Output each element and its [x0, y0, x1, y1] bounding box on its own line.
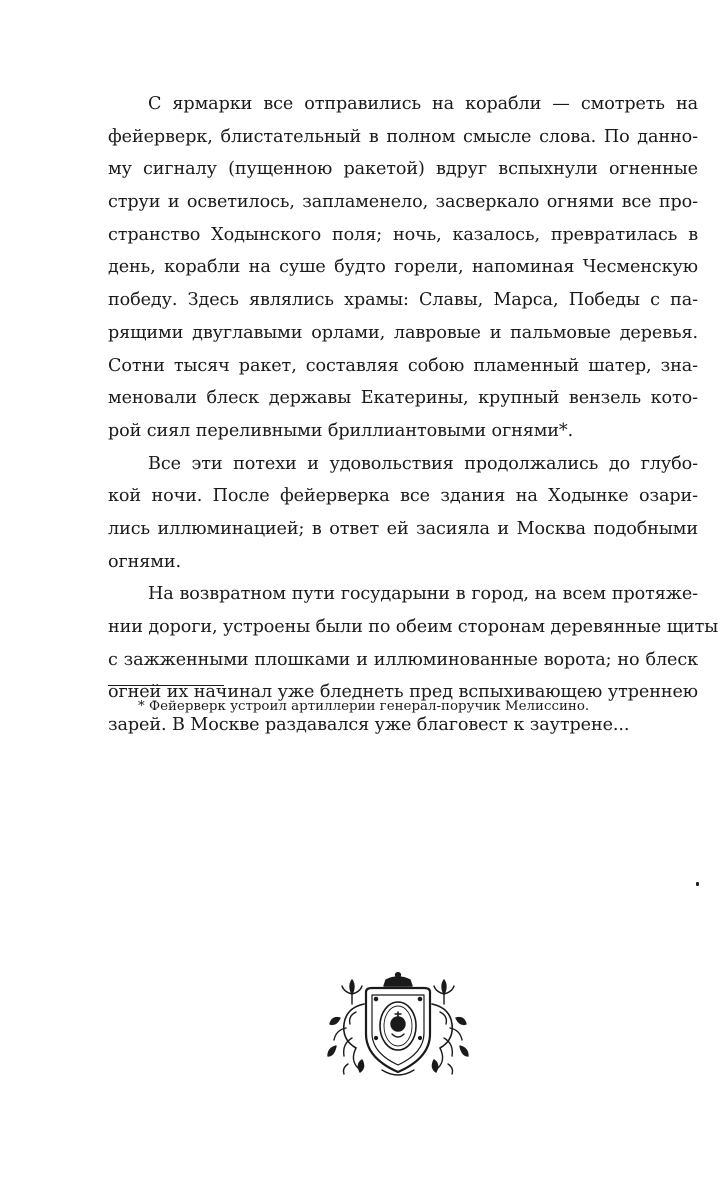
paragraph-return-journey: [108, 578, 719, 741]
text-line: рой сиял переливными бриллиантовыми огнями*.: [108, 420, 574, 441]
paragraph-fireworks: [108, 88, 698, 448]
text-line: зарей. В Москве раздавался уже благовест к заутрене...: [108, 715, 630, 736]
coat-of-arms-ornament-icon: [322, 968, 474, 1080]
text-line: струи и осветилось, запламенело, засверкало огнями все про-: [108, 192, 698, 213]
print-speck: [696, 882, 699, 886]
text-line: На возвратном пути государыни в город, на всем протяже-: [148, 584, 698, 605]
text-line: огнями.: [108, 551, 181, 572]
text-line: му сигналу (пущенною ракетой) вдруг вспыхнули огненные: [108, 159, 698, 180]
text-line: нии дороги, устроены были по обеим сторонам деревянные щиты: [108, 617, 719, 637]
footnote: * Фейерверк устроил артиллерии генерал-поручик Мелиссино.: [138, 699, 590, 714]
text-line: рящими двуглавыми орлами, лавровые и пальмовые деревья.: [108, 322, 698, 343]
text-line: Сотни тысяч ракет, составляя собою пламенный шатер, зна-: [108, 355, 698, 376]
text-line: с зажженными плошками и иллюминованные ворота; но блеск: [108, 649, 698, 670]
body-text: [108, 88, 719, 742]
text-line: странство Ходынского поля; ночь, казалось, превратилась в: [108, 224, 698, 245]
text-line: победу. Здесь являлись храмы: Славы, Марса, Победы с па-: [108, 290, 698, 311]
text-line: кой ночи. После фейерверка все здания на Ходынке озари-: [108, 486, 698, 507]
text-line: фейерверк, блистательный в полном смысле слова. По данно-: [108, 126, 698, 147]
text-line: меновали блеск державы Екатерины, крупный вензель кото-: [108, 388, 698, 409]
footnote-divider: [108, 685, 224, 686]
paragraph-festivities: [108, 448, 698, 579]
text-line: огней их начинал уже бледнеть пред вспыхивающею утреннею: [108, 682, 698, 703]
text-line: лись иллюминацией; в ответ ей засияла и Москва подобными: [108, 518, 698, 539]
text-line: С ярмарки все отправились на корабли — смотреть на: [148, 94, 698, 114]
text-line: день, корабли на суше будто горели, напоминая Чесменскую: [108, 257, 698, 278]
text-line: Все эти потехи и удовольствия продолжались до глубо-: [148, 453, 698, 474]
